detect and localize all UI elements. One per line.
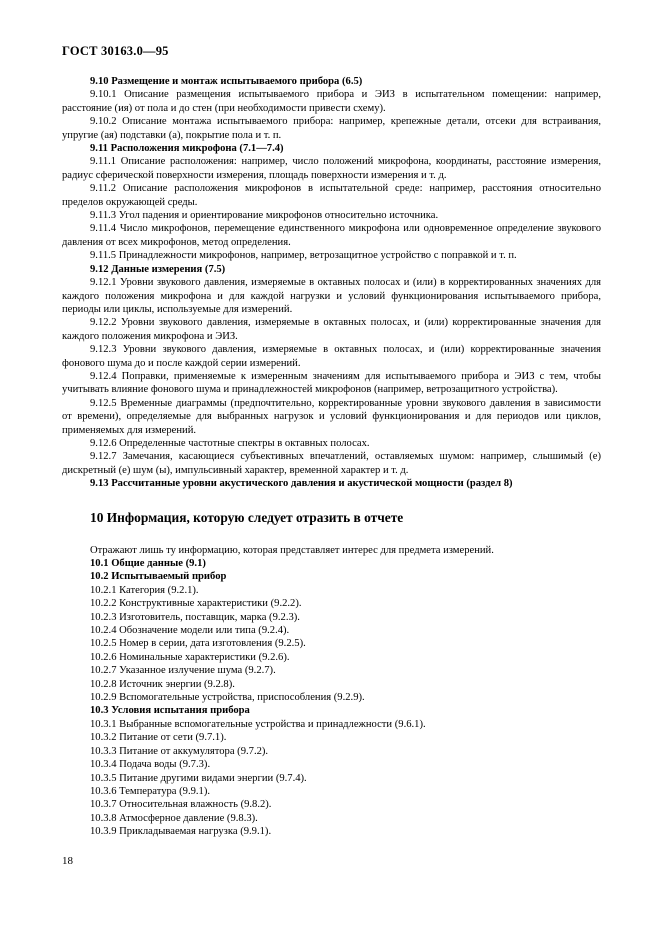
subsection-heading: 10.3 Условия испытания прибора xyxy=(90,705,250,717)
section-9-block xyxy=(62,75,601,491)
paragraph: 9.12.5 Временные диаграммы (предпочтительно, корректированные уровни звукового давления в зависимости от времени), определяемые для выбранных нагрузок и условий функционирования и для периодов или циклов, применяемых для измерений. xyxy=(62,397,601,436)
paragraph: 10.2.1 Категория (9.2.1). xyxy=(90,584,199,596)
subsection-heading: 9.13 Рассчитанные уровни акустического давления и акустической мощности (раздел 8) xyxy=(90,478,513,490)
paragraph: 9.11.3 Угол падения и ориентирование микрофонов относительно источника. xyxy=(90,210,439,222)
section-10-title: 10 Информация, которую следует отразить в отчете xyxy=(90,509,404,525)
document-header: ГОСТ 30163.0—95 xyxy=(62,44,169,58)
paragraph: 9.12.7 Замечания, касающиеся субъективных впечатлений, оставляемых шумом: например, слышимый (е) дискретный (е) шум (ы), импульсивный характер, временной характер и т. д. xyxy=(62,451,601,476)
paragraph: 10.3.3 Питание от аккумулятора (9.7.2). xyxy=(90,745,269,757)
paragraph: 10.2.7 Указанное излучение шума (9.2.7). xyxy=(90,665,276,677)
paragraph: 9.11.5 Принадлежности микрофонов, например, ветрозащитное устройство с поправкой и т. п. xyxy=(90,250,517,262)
section-10-block xyxy=(62,544,601,839)
subsection-heading: 10.1 Общие данные (9.1) xyxy=(90,558,206,569)
paragraph: 9.12.6 Определенные частотные спектры в октавных полосах. xyxy=(90,437,370,449)
paragraph: 9.12.4 Поправки, применяемые к измеренным значениям для испытываемого прибора и ЭИЗ с тем, чтобы учитывать влияние фонового шума и принадлежностей микрофонов (например, ветрозащитного устройства). xyxy=(62,370,601,396)
paragraph: 9.10.2 Описание монтажа испытываемого прибора: например, крепежные детали, отсеки для встраивания, упругие (ая) подставки (а), покрытие пола и т. п. xyxy=(62,116,601,141)
paragraph: 10.2.6 Номинальные характеристики (9.2.6). xyxy=(90,651,290,663)
paragraph: 9.12.3 Уровни звукового давления, измеряемые в октавных полосах, и (или) корректированные значения фонового шума до и после каждой серии измерений. xyxy=(62,344,601,369)
page-number: 18 xyxy=(62,855,73,867)
subsection-heading: 9.12 Данные измерения (7.5) xyxy=(90,263,226,275)
paragraph: 9.11.1 Описание расположения: например, число положений микрофона, координаты, расстояние измерения, радиус сферической поверхности измерения, площадь поверхности измерения и т. д. xyxy=(62,156,601,181)
document-body xyxy=(62,75,601,839)
paragraph: 10.2.4 Обозначение модели или типа (9.2.4). xyxy=(90,625,290,637)
paragraph: 10.3.8 Атмосферное давление (9.8.3). xyxy=(90,812,258,824)
paragraph: 10.2.2 Конструктивные характеристики (9.2.2). xyxy=(90,598,302,610)
paragraph: 10.2.3 Изготовитель, поставщик, марка (9.2.3). xyxy=(90,611,300,623)
paragraph: 9.11.4 Число микрофонов, перемещение единственного микрофона или одновременное определение звукового давления от всех микрофонов, метод определения. xyxy=(62,223,601,248)
subsection-heading: 9.10 Размещение и монтаж испытываемого прибора (6.5) xyxy=(90,76,363,87)
paragraph: 10.3.9 Прикладываемая нагрузка (9.9.1). xyxy=(90,826,272,838)
paragraph: 10.3.6 Температура (9.9.1). xyxy=(90,785,211,797)
paragraph: 9.12.2 Уровни звукового давления, измеряемые в октавных полосах, и (или) корректированные значения для каждого положения микрофона и ЭИЗ. xyxy=(62,317,601,342)
paragraph: 10.3.1 Выбранные вспомогательные устройства и принадлежности (9.6.1). xyxy=(90,718,426,730)
subsection-heading: 10.2 Испытываемый прибор xyxy=(90,571,227,583)
paragraph: 10.3.7 Относительная влажность (9.8.2). xyxy=(90,799,272,811)
paragraph: 9.11.2 Описание расположения микрофонов в испытательной среде: например, расстояния относительно пределов окружающей среды. xyxy=(62,183,601,208)
paragraph: 10.3.2 Питание от сети (9.7.1). xyxy=(90,732,227,744)
paragraph: 9.12.1 Уровни звукового давления, измеряемые в октавных полосах и (или) в корректированных значениях для каждого положения микрофона и для каждой нагрузки и условий функционирования испытываемого прибора, периоды или циклы, используемые для измерений. xyxy=(62,277,601,315)
subsection-heading: 9.11 Расположения микрофона (7.1—7.4) xyxy=(90,143,284,155)
paragraph: 10.3.5 Питание другими видами энергии (9.7.4). xyxy=(90,772,307,784)
paragraph: 10.2.5 Номер в серии, дата изготовления (9.2.5). xyxy=(90,638,306,650)
paragraph: 10.2.8 Источник энергии (9.2.8). xyxy=(90,678,235,690)
paragraph: 10.2.9 Вспомогательные устройства, приспособления (9.2.9). xyxy=(90,692,365,704)
paragraph: 10.3.4 Подача воды (9.7.3). xyxy=(90,759,211,771)
paragraph: Отражают лишь ту информацию, которая представляет интерес для предмета измерений. xyxy=(90,544,494,556)
paragraph: 9.10.1 Описание размещения испытываемого прибора и ЭИЗ в испытательном помещении: например, расстояние (ия) от пола и до стен (при необходимости привести схему). xyxy=(62,89,601,114)
